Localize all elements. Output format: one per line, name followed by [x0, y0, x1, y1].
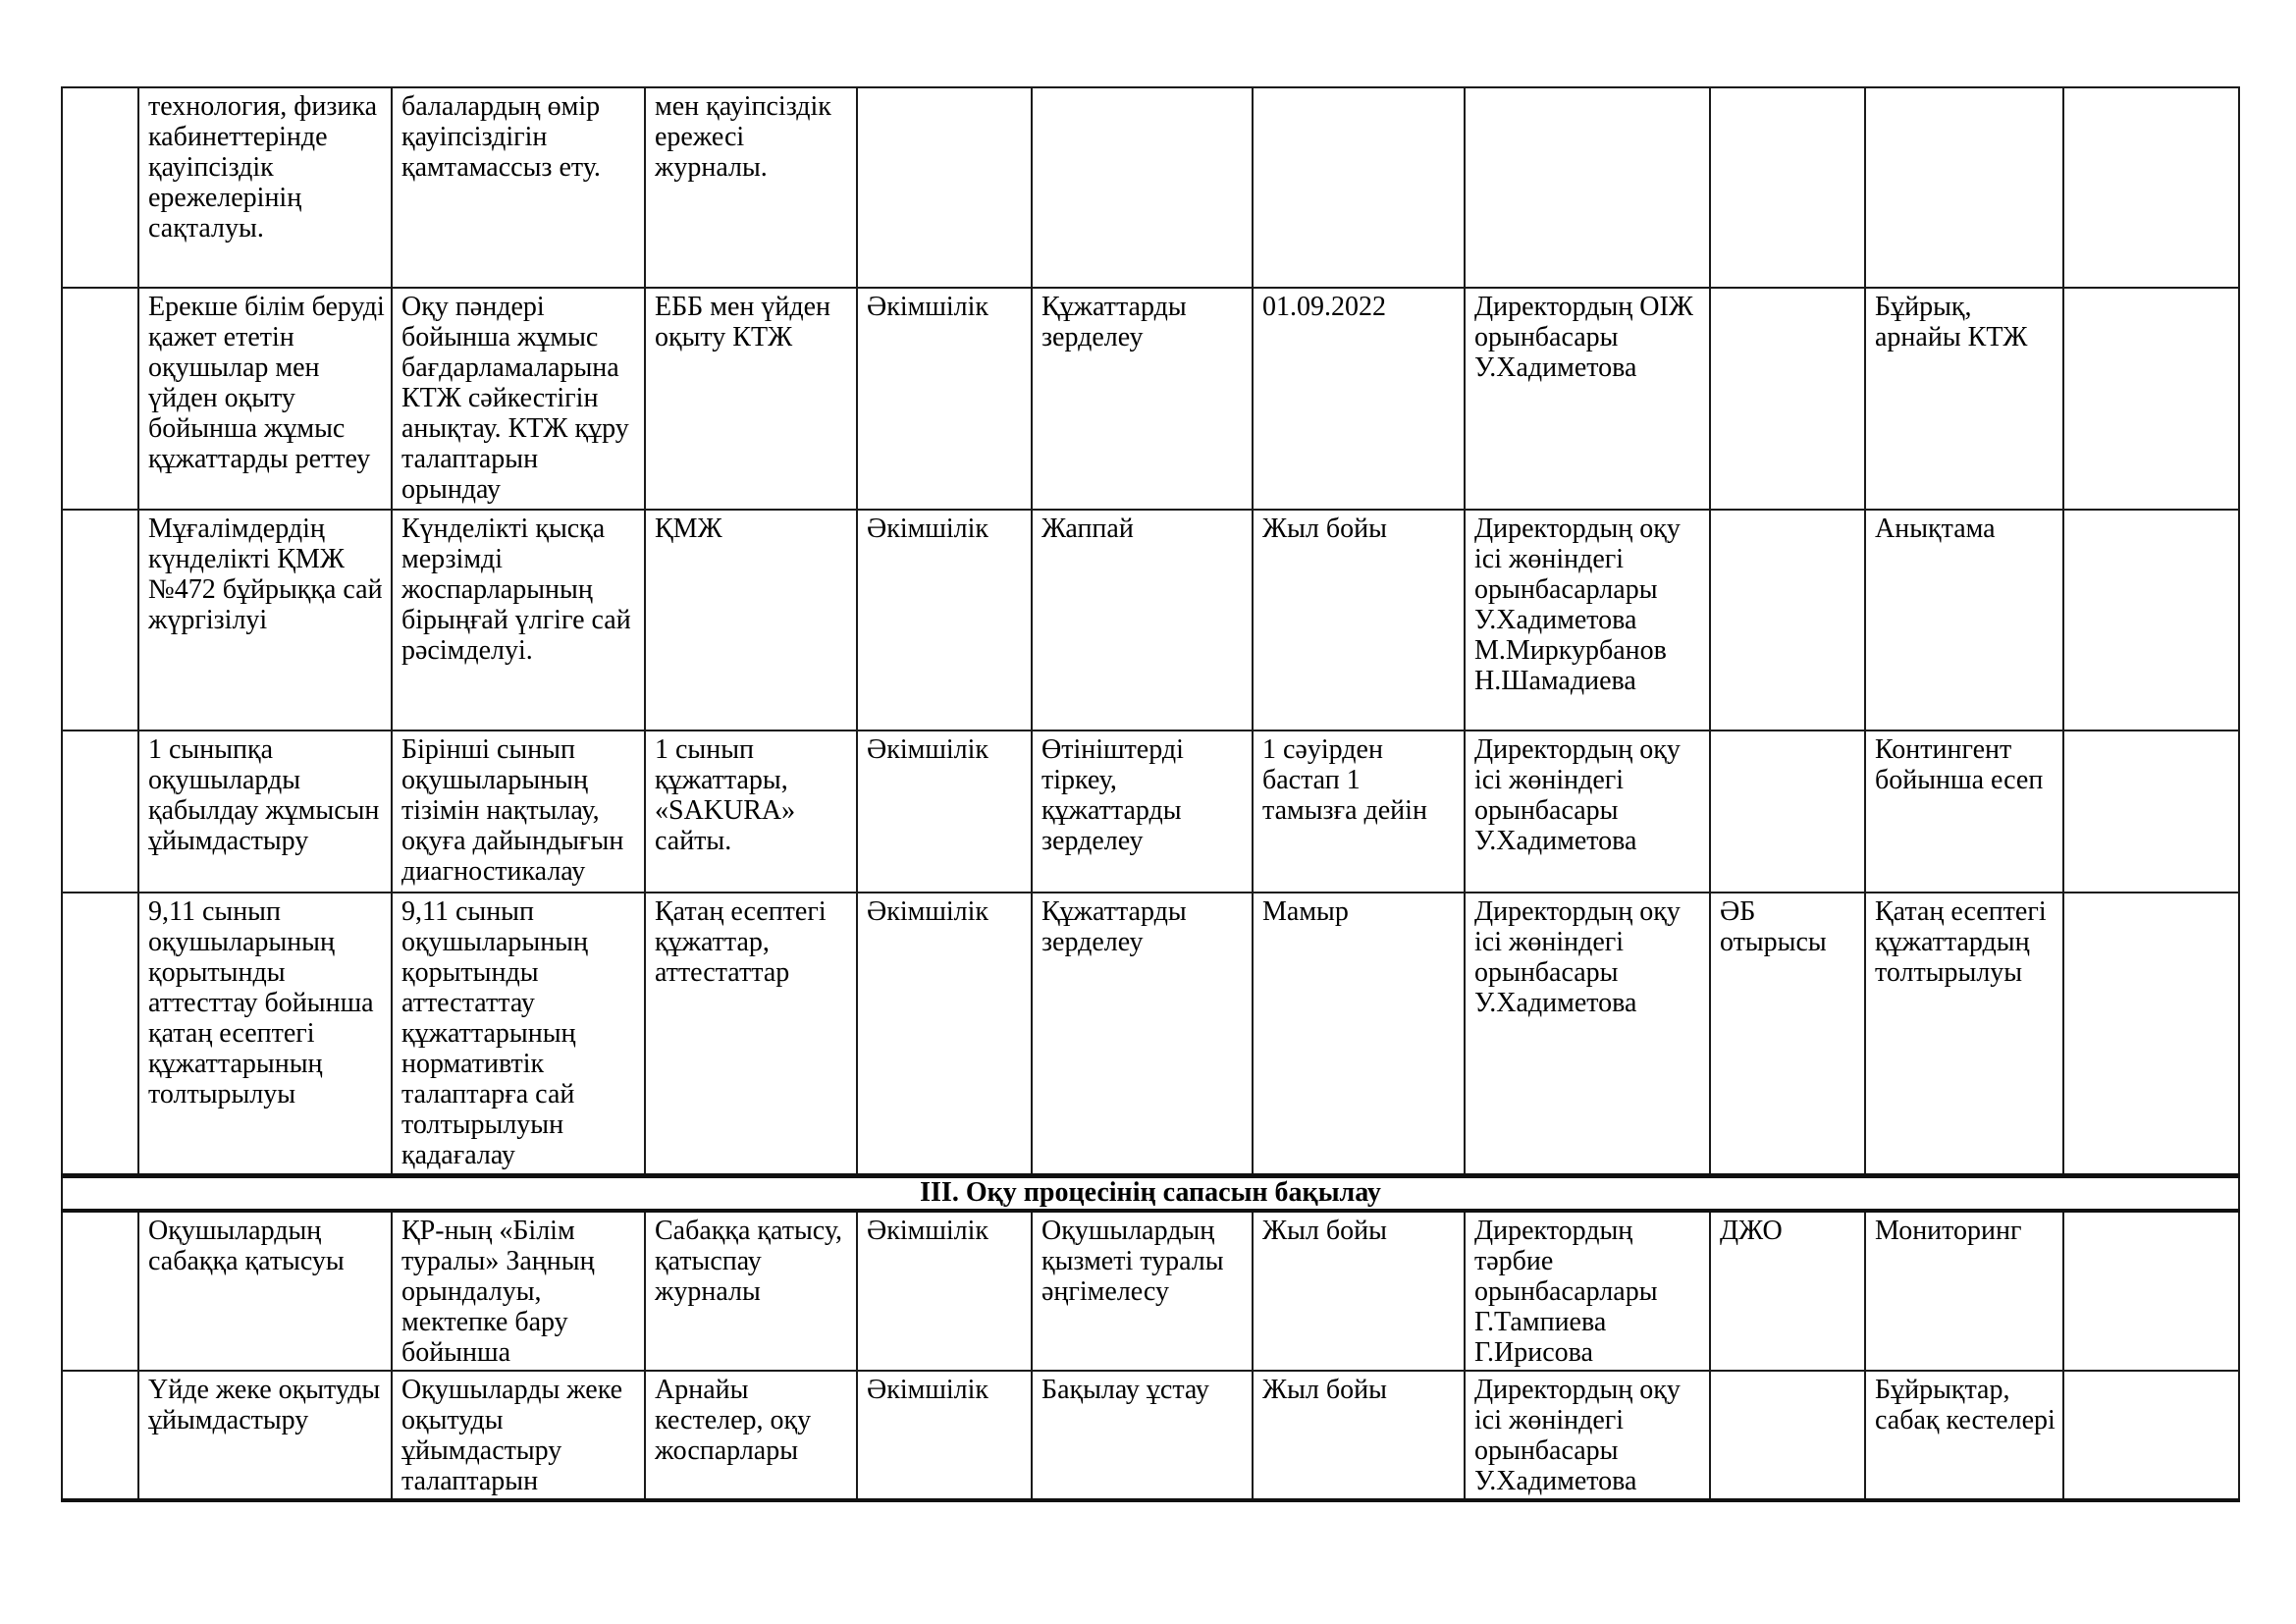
table-cell: ДЖО — [1710, 1211, 1865, 1371]
table-cell — [2063, 288, 2239, 510]
table-row — [62, 510, 2239, 731]
table-cell — [1465, 87, 1710, 288]
table-cell: Оқушыларды жеке оқытуды ұйымдастыру талаптарын — [392, 1371, 645, 1500]
table-cell — [1710, 1371, 1865, 1500]
table-row — [62, 731, 2239, 893]
table-cell: Директордың оқу ісі жөніндегі орынбасары У.Хадиметова — [1465, 1371, 1710, 1500]
table-cell — [1710, 288, 1865, 510]
table-cell: Ерекше білім беруді қажет ететін оқушылар мен үйден оқыту бойынша жұмыс құжаттарды реттеу — [138, 288, 392, 510]
table-cell — [62, 893, 138, 1175]
table-cell: Әкімшілік — [857, 731, 1032, 893]
table-row — [62, 1371, 2239, 1500]
table-cell: Қатаң есептегі құжаттардың толтырылуы — [1865, 893, 2063, 1175]
table-cell — [62, 1371, 138, 1500]
table-cell: ҚР-ның «Білім туралы» Заңның орындалуы, мектепке бару бойынша — [392, 1211, 645, 1371]
table-cell: Үйде жеке оқытуды ұйымдастыру — [138, 1371, 392, 1500]
table-cell: Директордың тәрбие орынбасарлары Г.Тампиева Г.Ирисова — [1465, 1211, 1710, 1371]
table-cell: Құжаттарды зерделеу — [1032, 893, 1253, 1175]
table-cell: мен қауіпсіздік ережесі журналы. — [645, 87, 857, 288]
table-cell — [2063, 731, 2239, 893]
table-cell — [2063, 1211, 2239, 1371]
table-cell: 9,11 сынып оқушыларының қорытынды аттесттау бойынша қатаң есептегі құжаттарының толтырылуы — [138, 893, 392, 1175]
table-cell: Әкімшілік — [857, 1211, 1032, 1371]
table-cell — [1710, 731, 1865, 893]
table-cell: Қатаң есептегі құжаттар, аттестаттар — [645, 893, 857, 1175]
table-cell: Контингент бойынша есеп — [1865, 731, 2063, 893]
table-cell — [1253, 87, 1465, 288]
table-body — [62, 87, 2239, 1500]
table-cell: 9,11 сынып оқушыларының қорытынды аттестаттау құжаттарының нормативтік талаптарға сай толтырылуын қадағалау — [392, 893, 645, 1175]
table-cell — [1710, 510, 1865, 731]
table-cell: Мониторинг — [1865, 1211, 2063, 1371]
table-cell: Күнделікті қысқа мерзімді жоспарларының бірыңғай үлгіге сай рәсімделуі. — [392, 510, 645, 731]
table-cell: 1 сыныпқа оқушыларды қабылдау жұмысын ұйымдастыру — [138, 731, 392, 893]
table-row — [62, 288, 2239, 510]
section-title: ІІІ. Оқу процесінің сапасын бақылау — [62, 1175, 2239, 1211]
table-cell — [62, 731, 138, 893]
table-cell: ҚМЖ — [645, 510, 857, 731]
table-cell — [62, 87, 138, 288]
table-cell — [2063, 893, 2239, 1175]
table-cell — [857, 87, 1032, 288]
table-cell: Әкімшілік — [857, 1371, 1032, 1500]
table-cell — [1865, 87, 2063, 288]
table-row — [62, 893, 2239, 1175]
table-cell: Оқушылардың сабаққа қатысуы — [138, 1211, 392, 1371]
table-cell: Мұғалімдердің күнделікті ҚМЖ №472 бұйрыққа сай жүргізілуі — [138, 510, 392, 731]
table-cell: Мамыр — [1253, 893, 1465, 1175]
table-cell — [62, 288, 138, 510]
table-row — [62, 1211, 2239, 1371]
table-row — [62, 87, 2239, 288]
table-cell — [2063, 510, 2239, 731]
control-plan-table — [61, 86, 2240, 1502]
table-cell: Әкімшілік — [857, 288, 1032, 510]
table-cell: Жыл бойы — [1253, 1211, 1465, 1371]
table-cell: Әкімшілік — [857, 893, 1032, 1175]
table-cell: Директордың оқу ісі жөніндегі орынбасарлары У.Хадиметова М.Миркурбанов Н.Шамадиева — [1465, 510, 1710, 731]
table-cell: Құжаттарды зерделеу — [1032, 288, 1253, 510]
table-cell: Арнайы кестелер, оқу жоспарлары — [645, 1371, 857, 1500]
table-cell — [2063, 1371, 2239, 1500]
table-cell: Бұйрықтар, сабақ кестелері — [1865, 1371, 2063, 1500]
table-cell: Өтініштерді тіркеу, құжаттарды зерделеу — [1032, 731, 1253, 893]
table-cell — [62, 1211, 138, 1371]
table-cell: Жыл бойы — [1253, 510, 1465, 731]
table-cell: Анықтама — [1865, 510, 2063, 731]
table-cell: Оқушылардың қызметі туралы әңгімелесу — [1032, 1211, 1253, 1371]
table-cell: Бұйрық, арнайы КТЖ — [1865, 288, 2063, 510]
table-cell: 1 сәуірден бастап 1 тамызға дейін — [1253, 731, 1465, 893]
table-cell: Директордың оқу ісі жөніндегі орынбасары У.Хадиметова — [1465, 893, 1710, 1175]
section-header-row — [62, 1175, 2239, 1211]
table-cell: Оқу пәндері бойынша жұмыс бағдарламаларына КТЖ сәйкестігін анықтау. КТЖ құру талаптарын орындау — [392, 288, 645, 510]
table-cell — [62, 510, 138, 731]
table-cell: Сабаққа қатысу, қатыспау журналы — [645, 1211, 857, 1371]
table-cell — [1710, 87, 1865, 288]
table-cell: 01.09.2022 — [1253, 288, 1465, 510]
table-cell: ӘБ отырысы — [1710, 893, 1865, 1175]
table-cell: Директордың ОІЖ орынбасары У.Хадиметова — [1465, 288, 1710, 510]
table-cell: технология, физика кабинеттерінде қауіпсіздік ережелерінің сақталуы. — [138, 87, 392, 288]
table-cell: ЕББ мен үйден оқыту КТЖ — [645, 288, 857, 510]
table-cell — [2063, 87, 2239, 288]
table-cell: Жыл бойы — [1253, 1371, 1465, 1500]
table-cell: балалардың өмір қауіпсіздігін қамтамассыз ету. — [392, 87, 645, 288]
table-cell: Жаппай — [1032, 510, 1253, 731]
table-cell: 1 сынып құжаттары, «SAKURA» сайты. — [645, 731, 857, 893]
table-cell: Бақылау ұстау — [1032, 1371, 1253, 1500]
table-cell: Директордың оқу ісі жөніндегі орынбасары У.Хадиметова — [1465, 731, 1710, 893]
table-cell — [1032, 87, 1253, 288]
table-cell: Әкімшілік — [857, 510, 1032, 731]
table-cell: Бірінші сынып оқушыларының тізімін нақтылау, оқуға дайындығын диагностикалау — [392, 731, 645, 893]
